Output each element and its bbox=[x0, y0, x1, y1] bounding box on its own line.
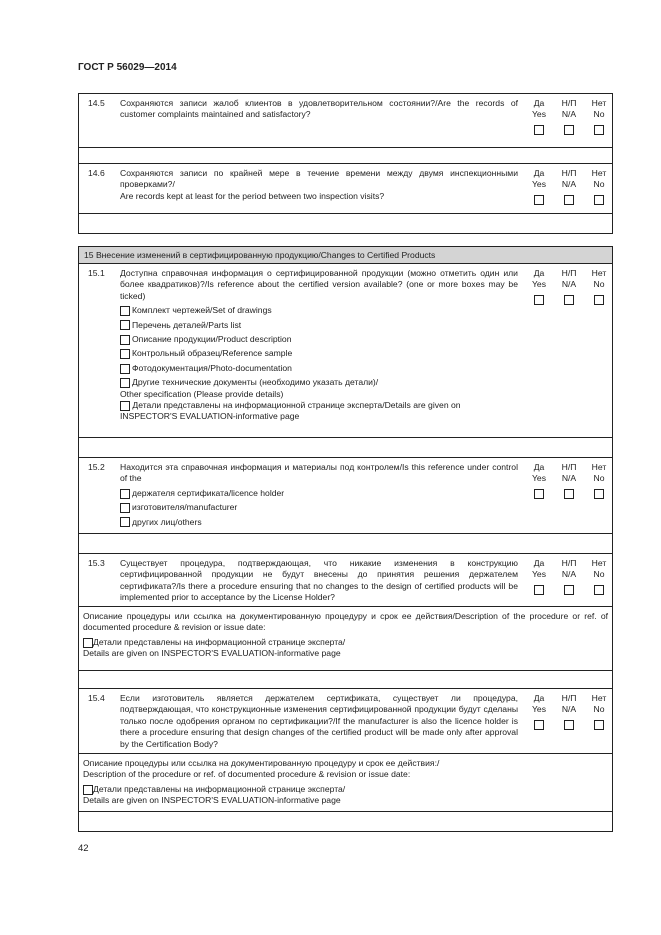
option-licence-holder[interactable] bbox=[120, 488, 518, 499]
section-title: 15 Внесение изменений в сертифицированную продукцию/Changes to Certified Products bbox=[79, 247, 612, 264]
answer-label-en: N/A bbox=[561, 704, 577, 715]
answer-label-ru: Н/П bbox=[561, 693, 577, 703]
answer-label-en: N/A bbox=[561, 179, 577, 190]
answer-label-en: Yes bbox=[531, 569, 547, 580]
question-text: Сохраняются записи жалоб клиентов в удовлетворительном состоянии?/Are the records of customer complaints maintained and satisfactory? bbox=[120, 98, 518, 120]
text-en: Are records kept at least for the period between two inspection visits? bbox=[120, 190, 385, 201]
question-text: Если изготовитель является держателем сертификата, существует ли процедура, подтверждающая, что конструкционные изменения сертифицированной продукции будут сделаны только после одобрения органом по сертификации?/If the manufacturer is also the licence holder is there a procedure ensuring that design changes of the certified product will be made only after approval by the Certification Body? bbox=[120, 693, 518, 749]
answer-yes-checkbox[interactable] bbox=[534, 295, 544, 305]
option-label: держателя сертификата/licence holder bbox=[132, 487, 285, 498]
question-number: 15.2 bbox=[88, 462, 105, 472]
option-label: других лиц/others bbox=[132, 516, 202, 527]
answer-yes bbox=[524, 693, 554, 730]
option-other-docs[interactable] bbox=[120, 377, 518, 388]
question-text bbox=[120, 168, 518, 202]
option-drawings[interactable] bbox=[120, 305, 518, 316]
answer-label-en: No bbox=[593, 279, 605, 290]
answer-label-en: N/A bbox=[561, 109, 577, 120]
answer-label-en: No bbox=[593, 569, 605, 580]
answer-na bbox=[554, 168, 584, 205]
answer-no bbox=[584, 558, 614, 595]
document-header: ГОСТ Р 56029—2014 bbox=[78, 62, 177, 73]
question-15-3 bbox=[79, 554, 612, 607]
answer-label-en: N/A bbox=[561, 279, 577, 290]
blank-row bbox=[79, 812, 612, 832]
answer-no-checkbox[interactable] bbox=[594, 195, 604, 205]
answer-label-ru: Да bbox=[533, 462, 545, 472]
answer-na-checkbox[interactable] bbox=[564, 489, 574, 499]
answer-yes bbox=[524, 268, 554, 305]
answer-no-checkbox[interactable] bbox=[594, 489, 604, 499]
question-number: 14.5 bbox=[88, 98, 105, 108]
checkbox[interactable] bbox=[120, 335, 130, 345]
details-line: Details are given on INSPECTOR'S EVALUATION-informative page bbox=[83, 795, 341, 806]
option-label: Фотодокументация/Photo-documentation bbox=[132, 362, 292, 373]
table-section-15 bbox=[78, 246, 613, 832]
answer-label-ru: Нет bbox=[591, 693, 607, 703]
checkbox[interactable] bbox=[120, 503, 130, 513]
option-label: Другие технические документы (необходимо указать детали)/ bbox=[132, 377, 379, 388]
text: Доступна справочная информация о сертифицированной продукции (можно отметить один или более квадратиков)?/Is reference about the certified version available? (one or more boxes may be ticked) bbox=[120, 268, 518, 301]
checkbox[interactable] bbox=[120, 306, 130, 316]
answer-yes-checkbox[interactable] bbox=[534, 720, 544, 730]
checkbox[interactable] bbox=[120, 378, 130, 388]
answer-label-ru: Н/П bbox=[561, 98, 577, 108]
blank-row bbox=[79, 214, 612, 234]
answer-label-ru: Нет bbox=[591, 462, 607, 472]
checkbox[interactable] bbox=[120, 517, 130, 527]
option-label: Комплект чертежей/Set of drawings bbox=[132, 305, 272, 316]
blank-row bbox=[79, 438, 612, 458]
answer-label-ru: Нет bbox=[591, 558, 607, 568]
answer-label-en: Yes bbox=[531, 109, 547, 120]
question-number: 15.1 bbox=[88, 268, 105, 278]
answer-yes bbox=[524, 558, 554, 595]
option-details[interactable] bbox=[83, 637, 608, 648]
text-ru: Сохраняются записи по крайней мере в течение времени между двумя инспекционными проверками?/ bbox=[120, 168, 518, 190]
question-15-4 bbox=[79, 689, 612, 754]
answer-no bbox=[584, 268, 614, 305]
option-manufacturer[interactable] bbox=[120, 502, 518, 513]
description-label: Описание процедуры или ссылка на документированную процедуру и срок ее действия:/ bbox=[83, 758, 440, 768]
question-text bbox=[120, 268, 518, 423]
answer-label-en: N/A bbox=[561, 473, 577, 484]
answer-yes-checkbox[interactable] bbox=[534, 125, 544, 135]
option-label: Перечень деталей/Parts list bbox=[132, 319, 242, 330]
question-number: 15.4 bbox=[88, 693, 105, 703]
answer-label-ru: Да bbox=[533, 268, 545, 278]
answer-label-en: Yes bbox=[531, 279, 547, 290]
checkbox[interactable] bbox=[120, 349, 130, 359]
checkbox[interactable] bbox=[120, 364, 130, 374]
answer-yes bbox=[524, 168, 554, 205]
option-label: Контрольный образец/Reference sample bbox=[132, 348, 293, 359]
answer-na-checkbox[interactable] bbox=[564, 125, 574, 135]
procedure-description-15-3 bbox=[79, 607, 612, 671]
option-reference-sample[interactable] bbox=[120, 348, 518, 359]
answer-label-en: Yes bbox=[531, 179, 547, 190]
table-section-14 bbox=[78, 93, 613, 234]
answer-yes bbox=[524, 462, 554, 499]
answer-label-ru: Н/П bbox=[561, 268, 577, 278]
answer-label-ru: Нет bbox=[591, 268, 607, 278]
other-spec: Other specification (Please provide details) bbox=[120, 388, 284, 399]
answer-label-ru: Да bbox=[533, 98, 545, 108]
option-details[interactable] bbox=[83, 784, 608, 795]
answer-na-checkbox[interactable] bbox=[564, 195, 574, 205]
answer-no bbox=[584, 98, 614, 135]
answer-label-en: No bbox=[593, 179, 605, 190]
answer-label-en: No bbox=[593, 109, 605, 120]
answer-no-checkbox[interactable] bbox=[594, 295, 604, 305]
description-label-en: Description of the procedure or ref. of documented procedure & revision or issue date: bbox=[83, 769, 411, 780]
answer-no bbox=[584, 462, 614, 499]
details-line: Details are given on INSPECTOR'S EVALUATION-informative page bbox=[83, 648, 341, 659]
answer-yes-checkbox[interactable] bbox=[534, 489, 544, 499]
option-details[interactable] bbox=[120, 400, 518, 411]
procedure-description-15-4 bbox=[79, 754, 612, 812]
option-label: Детали представлены на информационной странице эксперта/ bbox=[93, 783, 346, 794]
description-label: Описание процедуры или ссылка на документированную процедуру и срок ее действия/Description of the procedure or ref. of documented procedure & revision or issue date: bbox=[83, 611, 608, 633]
answer-label-ru: Н/П bbox=[561, 558, 577, 568]
checkbox[interactable] bbox=[83, 785, 93, 795]
question-text bbox=[120, 462, 518, 528]
option-label: Описание продукции/Product description bbox=[132, 334, 292, 345]
blank-row bbox=[79, 148, 612, 164]
answer-na bbox=[554, 558, 584, 595]
option-label: Детали представлены на информационной странице эксперта/Details are given on bbox=[132, 400, 461, 411]
page-number: 42 bbox=[78, 843, 89, 854]
checkbox[interactable] bbox=[83, 638, 93, 648]
answer-label-ru: Да bbox=[533, 558, 545, 568]
answer-label-ru: Нет bbox=[591, 98, 607, 108]
text: Находится эта справочная информация и материалы под контролем/Is this reference under control of the bbox=[120, 462, 518, 484]
answer-na bbox=[554, 98, 584, 135]
answer-label-ru: Да bbox=[533, 693, 545, 703]
answer-label-ru: Н/П bbox=[561, 462, 577, 472]
question-14-5 bbox=[79, 94, 612, 148]
answer-yes-checkbox[interactable] bbox=[534, 585, 544, 595]
checkbox[interactable] bbox=[120, 489, 130, 499]
question-15-1 bbox=[79, 264, 612, 438]
answer-na bbox=[554, 462, 584, 499]
answer-label-en: Yes bbox=[531, 473, 547, 484]
answer-no bbox=[584, 168, 614, 205]
question-14-6 bbox=[79, 164, 612, 214]
answer-label-ru: Да bbox=[533, 168, 545, 178]
answer-na-checkbox[interactable] bbox=[564, 585, 574, 595]
answer-na-checkbox[interactable] bbox=[564, 295, 574, 305]
answer-no-checkbox[interactable] bbox=[594, 720, 604, 730]
question-text: Существует процедура, подтверждающая, что никакие изменения в конструкцию сертифицированной продукции не будут внесены до принятия решения держателем сертификата?/Is there a procedure ensuring that no changes to the design of certified products will be implemented prior to acceptance by the License Holder? bbox=[120, 558, 518, 603]
answer-yes bbox=[524, 98, 554, 135]
option-product-description[interactable] bbox=[120, 334, 518, 345]
answer-label-en: No bbox=[593, 473, 605, 484]
answer-label-ru: Нет bbox=[591, 168, 607, 178]
question-number: 15.3 bbox=[88, 558, 105, 568]
option-label: Детали представлены на информационной странице эксперта/ bbox=[93, 636, 346, 647]
answer-na bbox=[554, 268, 584, 305]
answer-na-checkbox[interactable] bbox=[564, 720, 574, 730]
answer-label-ru: Н/П bbox=[561, 168, 577, 178]
option-photo-documentation[interactable] bbox=[120, 363, 518, 374]
blank-row bbox=[79, 671, 612, 689]
option-label: изготовителя/manufacturer bbox=[132, 502, 238, 513]
answer-no-checkbox[interactable] bbox=[594, 125, 604, 135]
answer-yes-checkbox[interactable] bbox=[534, 195, 544, 205]
option-parts-list[interactable] bbox=[120, 320, 518, 331]
checkbox[interactable] bbox=[120, 320, 130, 330]
question-15-2 bbox=[79, 458, 612, 534]
option-others[interactable] bbox=[120, 517, 518, 528]
answer-no bbox=[584, 693, 614, 730]
checkbox[interactable] bbox=[120, 401, 130, 411]
answer-na bbox=[554, 693, 584, 730]
answer-label-en: No bbox=[593, 704, 605, 715]
answer-label-en: N/A bbox=[561, 569, 577, 580]
answer-label-en: Yes bbox=[531, 704, 547, 715]
question-number: 14.6 bbox=[88, 168, 105, 178]
details-line: INSPECTOR'S EVALUATION-informative page bbox=[120, 411, 300, 422]
answer-no-checkbox[interactable] bbox=[594, 585, 604, 595]
blank-row bbox=[79, 534, 612, 554]
